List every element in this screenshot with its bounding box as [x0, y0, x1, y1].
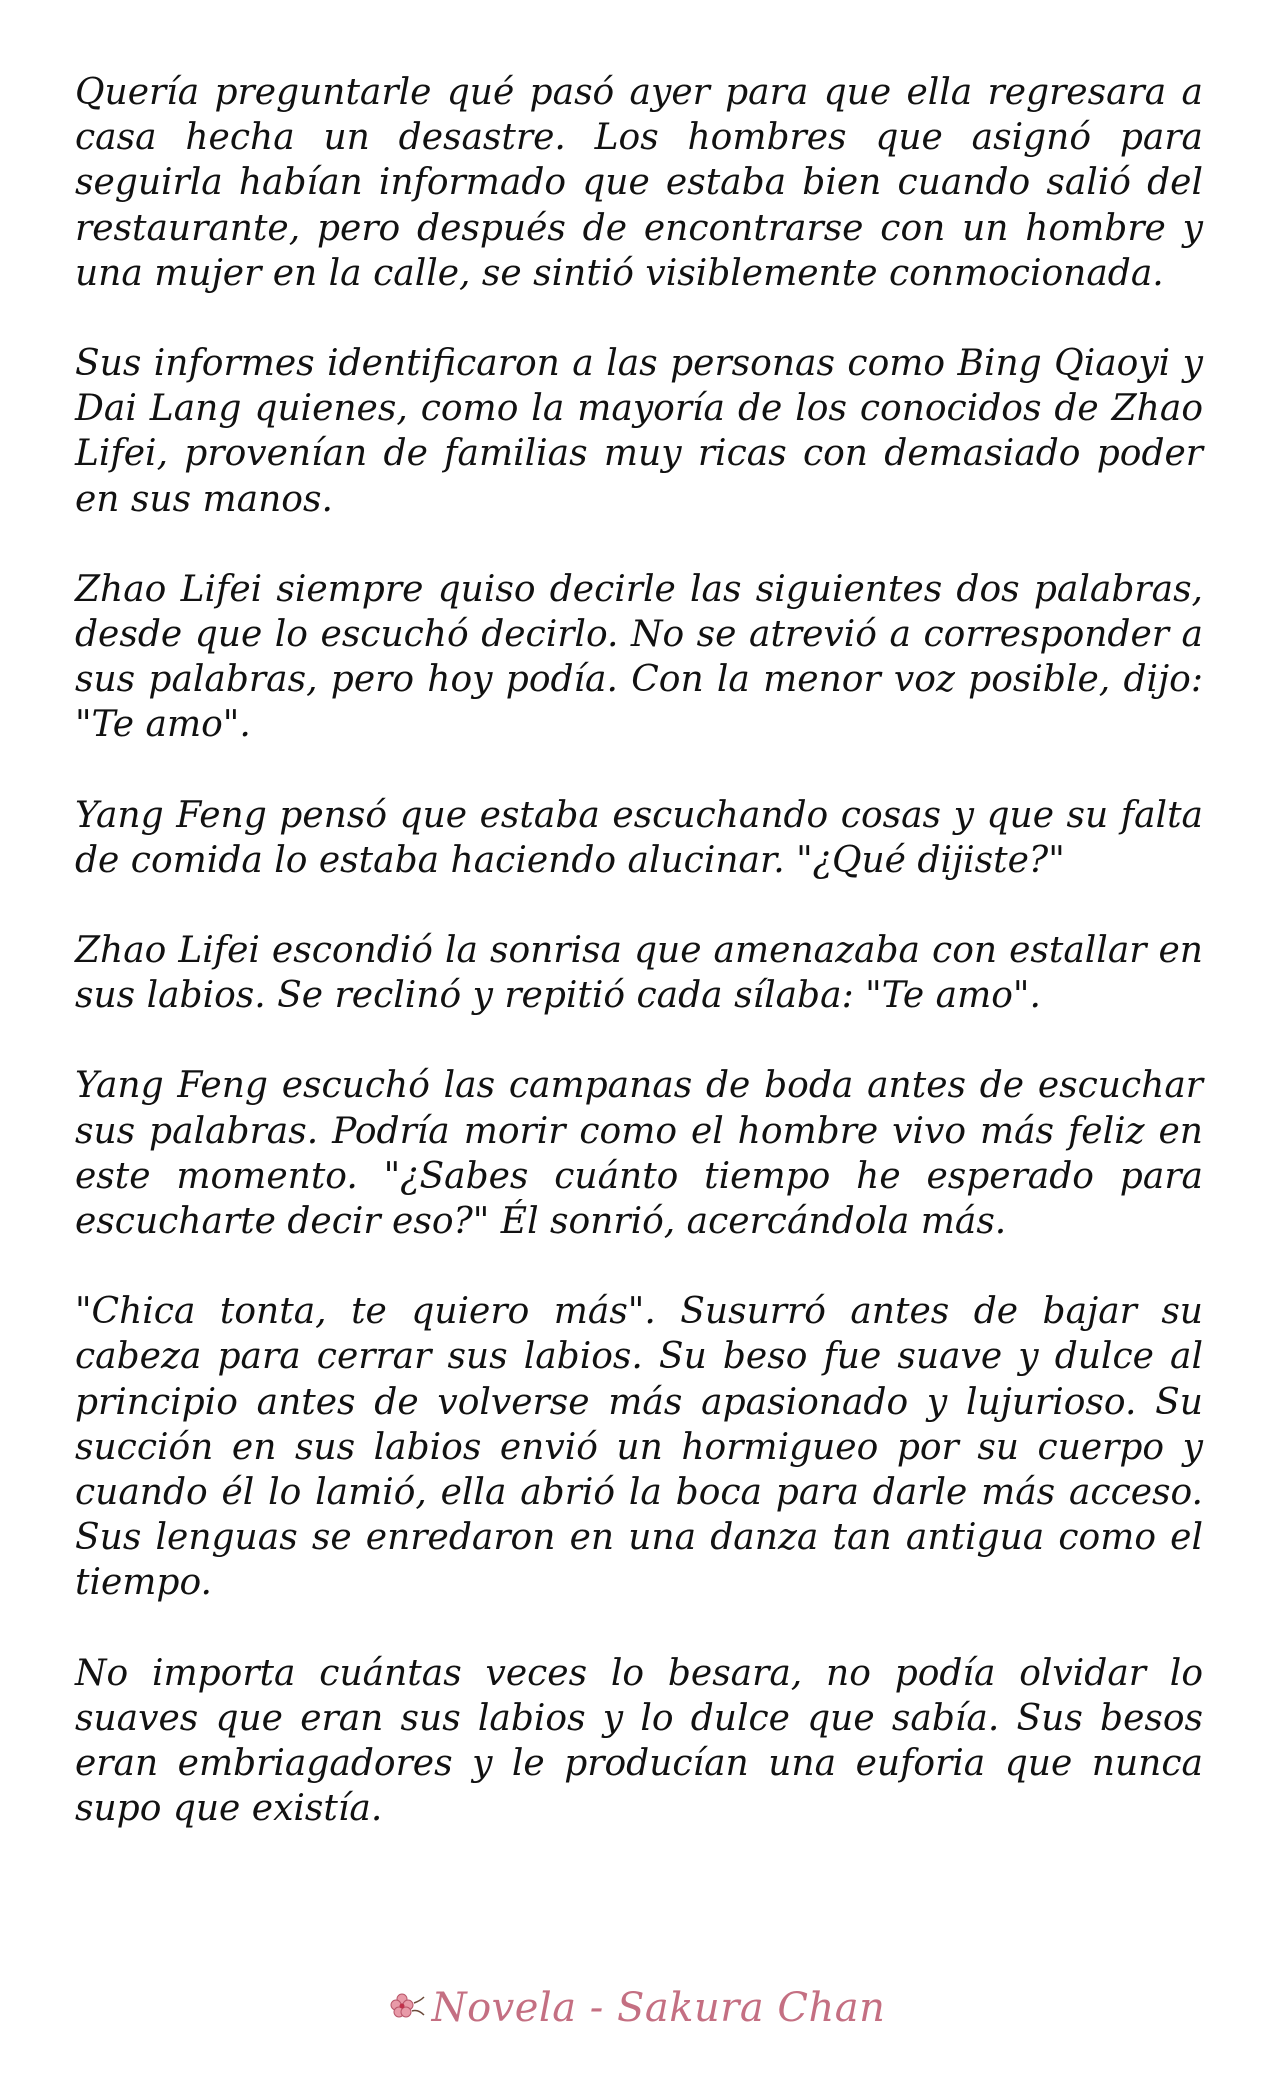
- sakura-flower-icon: [390, 1987, 426, 2019]
- paragraph-2: Sus informes identificaron a las personas como Bing Qiaoyi y Dai Lang quienes, como la mayoría de los conocidos de Zhao Lifei, provenían de familias muy ricas con demasiado poder en sus manos.: [75, 343, 1203, 520]
- paragraph-4: Yang Feng pensó que estaba escuchando cosas y que su falta de comida lo estaba haciendo alucinar. "¿Qué dijiste?": [75, 794, 1203, 881]
- chapter-text: [75, 70, 1203, 1877]
- paragraph-1: Quería preguntarle qué pasó ayer para que ella regresara a casa hecha un desastre. Los hombres que asignó para seguirla habían informado que estaba bien cuando salió del restaurante, pero después de encontrarse con un hombre y una mujer en la calle, se sintió visiblemente conmocionada.: [75, 72, 1203, 294]
- paragraph-3: Zhao Lifei siempre quiso decirle las siguientes dos palabras, desde que lo escuchó decirlo. No se atrevió a corresponder a sus palabras, pero hoy podía. Con la menor voz posible, dijo: "Te amo".: [75, 568, 1203, 746]
- paragraph-8: No importa cuántas veces lo besara, no podía olvidar lo suaves que eran sus labios y lo dulce que sabía. Sus besos eran embriagadores y le producían una euforia que nunca supo que existía.: [75, 1652, 1203, 1830]
- watermark: [0, 1985, 1275, 2031]
- watermark-text: Novela - Sakura Chan: [431, 1985, 886, 2031]
- paragraph-6: Yang Feng escuchó las campanas de boda antes de escuchar sus palabras. Podría morir como el hombre vivo más feliz en este momento. "¿Sabes cuánto tiempo he esperado para escucharte decir eso?" Él sonrió, acercándola más.: [75, 1065, 1203, 1243]
- paragraph-5: Zhao Lifei escondió la sonrisa que amenazaba con estallar en sus labios. Se reclinó y repitió cada sílaba: "Te amo".: [75, 930, 1203, 1017]
- paragraph-7: "Chica tonta, te quiero más". Susurró antes de bajar su cabeza para cerrar sus labios. Su beso fue suave y dulce al principio antes de volverse más apasionado y lujurioso. Su succión en sus labios envió un hormigueo por su cuerpo y cuando él lo lamió, ella abrió la boca para darle más acceso. Sus lenguas se enredaron en una danza tan antigua como el tiempo.: [75, 1291, 1203, 1604]
